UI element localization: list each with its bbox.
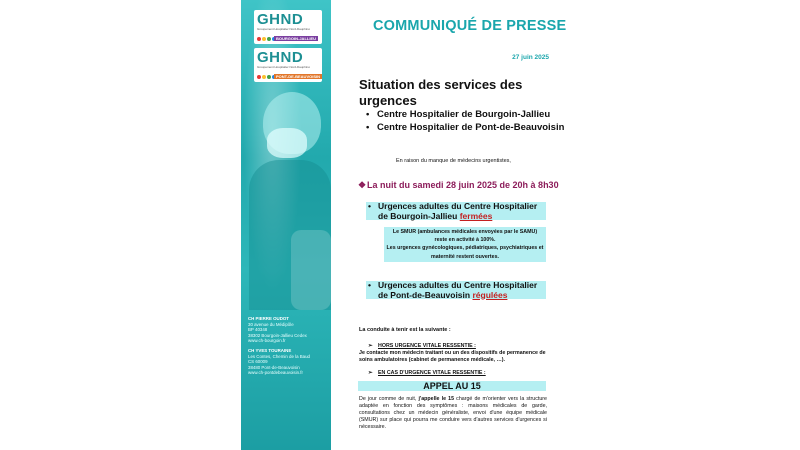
ghnd-logo-pont — [254, 48, 322, 82]
final-paragraph: De jour comme de nuit, j'appelle le 15 chargé de m'orienter vers la structure adaptée en fonction des symptômes : maisons médicales de garde, consultations chez un médecin généraliste, envoi d'une équipe médicale (SMUR) sur place qui pourra me conduire vers d'autres services d'urgences si nécessaire. — [359, 396, 547, 430]
ghnd-logo-bourgoin — [254, 10, 322, 44]
logo-tagline: Groupement Hospitalier Nord-Dauphiné — [257, 65, 310, 69]
non-vital-heading: ➢ HORS URGENCE VITALE RESSENTIE : — [368, 343, 476, 349]
list-item: • Centre Hospitalier de Pont-de-Beauvoisin — [366, 122, 565, 133]
smur-line: Le SMUR (ambulances médicales envoyées par le SAMU) — [392, 229, 538, 235]
page-heading: Situation des services des urgences — [359, 77, 523, 108]
bullet-icon: • — [366, 122, 370, 133]
conduct-heading: La conduite à tenir est la suivante : — [359, 327, 451, 333]
logo-tagline: Groupement Hospitalier Nord-Dauphiné — [257, 27, 310, 31]
pont-status-label: régulées — [472, 289, 508, 300]
list-item: • Centre Hospitalier de Bourgoin-Jallieu — [366, 109, 551, 120]
logo-city: BOURGOIN-JALLIEU — [276, 36, 316, 41]
contact-name: CH PIERRE OUDOT — [248, 316, 289, 321]
call-15-banner: APPEL AU 15 — [358, 381, 546, 391]
sidebar-photo-column — [241, 0, 331, 450]
contact-block-bourgoin — [248, 316, 330, 344]
bullet-icon: • — [368, 201, 371, 211]
bullet-icon: • — [368, 280, 371, 290]
contact-name: CH YVES TOURAINE — [248, 348, 292, 353]
release-date: 27 juin 2025 — [512, 54, 549, 61]
logo-brand: GHND — [257, 11, 304, 28]
contact-line: BP 40348 — [248, 327, 268, 333]
logo-brand: GHND — [257, 49, 304, 66]
logo-city: PONT-DE-BEAUVOISIN — [276, 74, 321, 79]
smur-line: Les urgences gynécologiques, pédiatriques, psychiatriques et — [386, 245, 544, 252]
arrow-bullet-icon: ➢ — [368, 370, 373, 376]
hospital-list — [366, 108, 564, 134]
pont-status-box — [366, 281, 546, 299]
contact-line: 38302 Bourgoin-Jallieu Cedex — [248, 332, 307, 338]
contact-line: 38480 Pont-de-Beauvoisin — [248, 364, 300, 370]
pont-status-text: Urgences adultes du Centre Hospitalier de Pont-de-Beauvoisin — [378, 280, 538, 300]
contact-line: CS 60009 — [248, 359, 268, 365]
smur-info-box — [384, 227, 546, 262]
surgical-mask-illustration — [267, 128, 307, 158]
bourgoin-status-text: Urgences adultes du Centre Hospitalier de Bourgoin-Jallieu — [378, 201, 538, 221]
vital-emergency-heading: ➢ EN CAS D'URGENCE VITALE RESSENTIE : — [368, 370, 486, 376]
contact-line: Les Contes, Chemin de la Baud — [248, 353, 310, 359]
contact-link[interactable]: www.ch-bourgoin.fr — [248, 338, 286, 344]
light-reflection — [291, 230, 331, 310]
bourgoin-status-label: fermées — [459, 210, 493, 221]
night-notice: ❖La nuit du samedi 28 juin 2025 de 20h à 8h30 — [358, 180, 559, 190]
non-vital-text: Je contacte mon médecin traitant ou un des dispositifs de permanence de soins ambulatoires (cabinet de permanence médicale, …). — [359, 350, 546, 363]
smur-line: maternité restent ouvertes. — [430, 253, 499, 260]
contact-block-pont — [248, 348, 330, 376]
contact-link[interactable]: www.ch-pontdebeauvoisin.fr — [248, 370, 303, 376]
intro-text: En raison du manque de médecins urgentistes, — [396, 158, 511, 164]
bourgoin-status-box — [366, 202, 546, 220]
diamond-bullet-icon: ❖ — [358, 180, 367, 190]
contact-line: 30 avenue du Médipôle — [248, 321, 294, 327]
bullet-icon: • — [366, 109, 370, 120]
arrow-bullet-icon: ➢ — [368, 343, 373, 349]
press-release-title: COMMUNIQUÉ DE PRESSE — [373, 18, 567, 34]
smur-line: reste en activité à 100%. — [434, 237, 496, 244]
